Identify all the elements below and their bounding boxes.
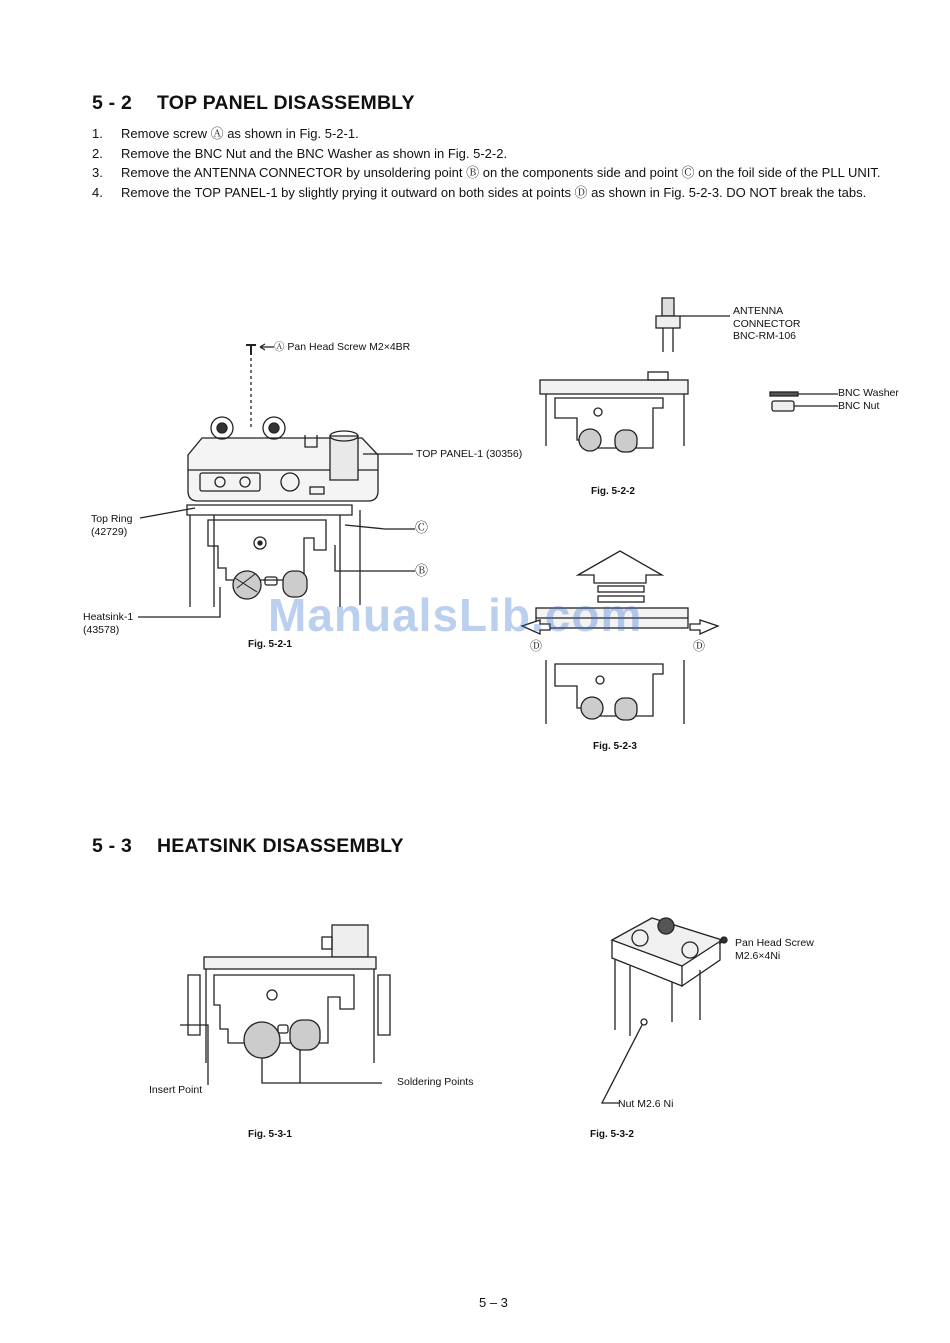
step-1: 1. Remove screw Ⓐ as shown in Fig. 5-2-1. <box>92 126 359 141</box>
fig-5-2-1-drawing <box>138 344 415 617</box>
section-title: TOP PANEL DISASSEMBLY <box>157 92 415 114</box>
nut-label: Nut M2.6 Ni <box>618 1098 674 1110</box>
antenna-connector-label: ANTENNA CONNECTOR BNC-RM-106 <box>733 305 801 342</box>
step-3: 3. Remove the ANTENNA CONNECTOR by unsoldering point Ⓑ on the components side and point Ⓒ on the foil side of the PLL UNIT. <box>92 165 881 180</box>
bnc-nut-label: BNC Nut <box>838 400 880 412</box>
step-4: 4. Remove the TOP PANEL-1 by slightly prying it outward on both sides at points Ⓓ as shown in Fig. 5-2-3. DO NOT break the tabs. <box>92 184 867 200</box>
fig-5-3-1-drawing <box>180 925 390 1085</box>
top-ring-label: Top Ring (42729) <box>91 513 133 538</box>
heatsink-label: Heatsink-1 (43578) <box>83 611 134 636</box>
fig-5-2-3-caption: Fig. 5-2-3 <box>593 741 637 752</box>
step-2: 2. Remove the BNC Nut and the BNC Washer as shown in Fig. 5-2-2. <box>92 145 508 161</box>
point-d-left-marker: Ⓓ <box>530 639 543 653</box>
watermark: ManualsLib.com <box>268 589 643 641</box>
fig-5-3-2-drawing <box>602 918 727 1103</box>
point-b-marker: Ⓑ <box>415 563 429 578</box>
section-title: HEATSINK DISASSEMBLY <box>157 835 404 857</box>
fig-5-3-2-caption: Fig. 5-3-2 <box>590 1129 634 1140</box>
bnc-washer-label: BNC Washer <box>838 387 899 399</box>
point-c-marker: Ⓒ <box>415 520 429 535</box>
screw-a-label: Ⓐ Pan Head Screw M2×4BR <box>274 341 411 353</box>
page-number: 5 – 3 <box>479 1295 508 1310</box>
section-5-3-heading <box>92 835 404 858</box>
insert-point-label: Insert Point <box>149 1084 203 1096</box>
fig-5-2-2-caption: Fig. 5-2-2 <box>591 486 635 497</box>
section-number: 5 - 2 <box>92 92 133 114</box>
fig-5-3-1-caption: Fig. 5-3-1 <box>248 1129 292 1140</box>
pan-head-screw-label: Pan Head Screw M2.6×4Ni <box>735 937 814 962</box>
fig-5-2-1-caption: Fig. 5-2-1 <box>248 639 292 650</box>
section-number: 5 - 3 <box>92 835 133 857</box>
soldering-points-label: Soldering Points <box>397 1076 474 1088</box>
top-panel-label: TOP PANEL-1 (30356) <box>416 448 523 460</box>
point-d-right-marker: Ⓓ <box>693 639 706 653</box>
